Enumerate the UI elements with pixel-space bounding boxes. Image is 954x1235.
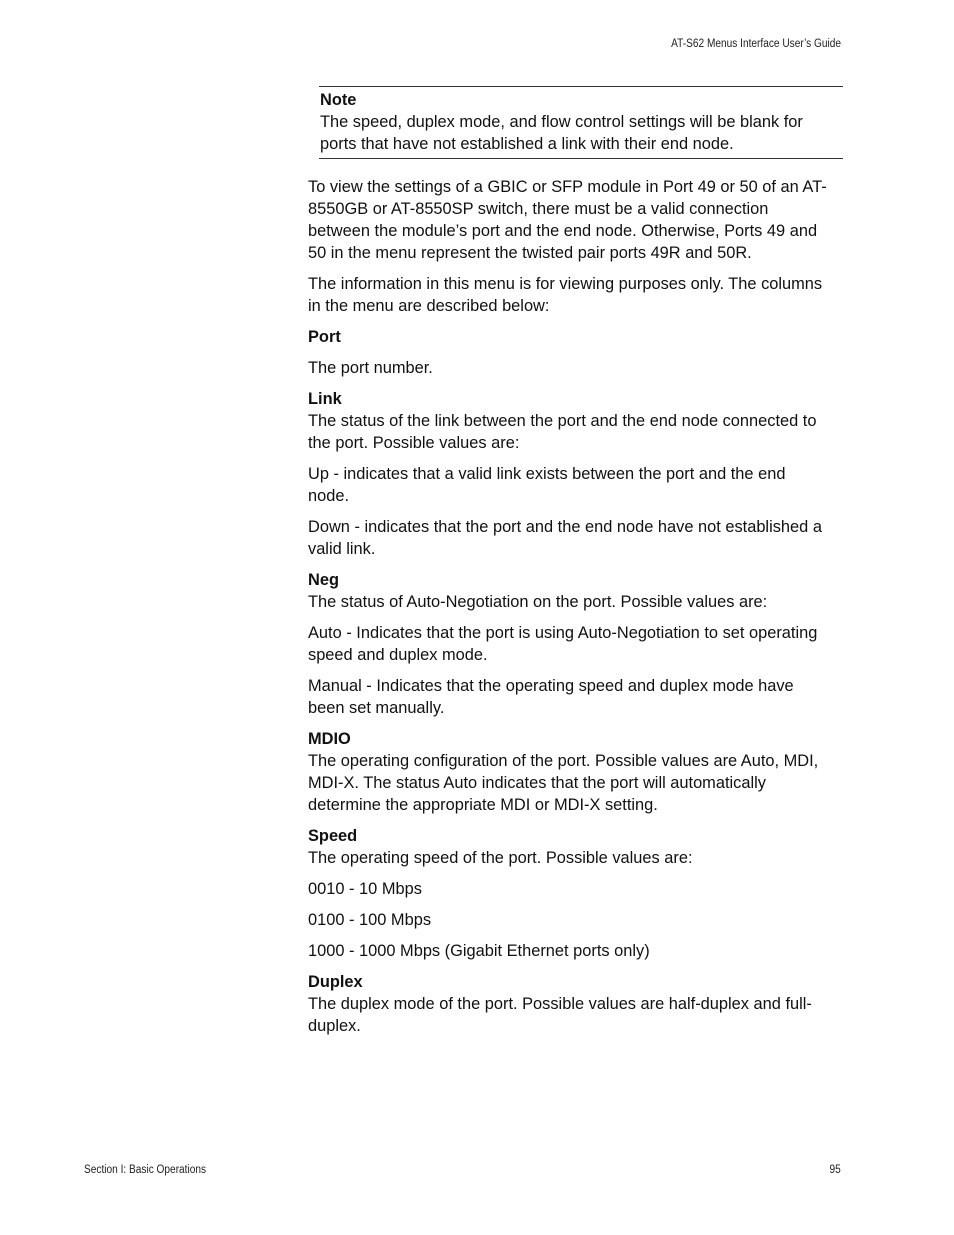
neg-value-manual: Manual - Indicates that the operating speed and duplex mode have been set manually. (308, 677, 794, 717)
speed-value-1000: 1000 - 1000 Mbps (Gigabit Ethernet ports only) (308, 942, 650, 960)
section-heading-speed: Speed (308, 827, 358, 845)
mdio-description: The operating configuration of the port. Possible values are Auto, MDI, MDI-X. The status Auto indicates that the port will automatically determine the appropriate MDI or MDI-X setting. (308, 752, 819, 814)
section-heading-port: Port (308, 328, 341, 346)
link-description: The status of the link between the port and the end node connected to the port. Possible values are: (308, 412, 817, 452)
neg-description: The status of Auto-Negotiation on the port. Possible values are: (308, 593, 768, 611)
note-title: Note (320, 91, 357, 109)
speed-value-100: 0100 - 100 Mbps (308, 911, 432, 929)
section-heading-neg: Neg (308, 571, 339, 589)
speed-value-10: 0010 - 10 Mbps (308, 880, 422, 898)
note-box (319, 86, 843, 159)
page-number: 95 (829, 1164, 841, 1176)
section-heading-duplex: Duplex (308, 973, 363, 991)
link-value-down: Down - indicates that the port and the end node have not established a valid link. (308, 518, 822, 558)
intro-paragraph: To view the settings of a GBIC or SFP module in Port 49 or 50 of an AT-8550GB or AT-8550SP switch, there must be a valid connection between the module’s port and the end node. Otherwise, Ports 49 and 50 in the menu represent the twisted pair ports 49R and 50R. (308, 178, 827, 262)
speed-description: The operating speed of the port. Possible values are: (308, 849, 693, 867)
running-header: AT-S62 Menus Interface User’s Guide (671, 38, 841, 50)
section-heading-mdio: MDIO (308, 730, 351, 748)
main-content (308, 176, 828, 1046)
section-heading-link: Link (308, 390, 342, 408)
port-description: The port number. (308, 359, 433, 377)
note-text: The speed, duplex mode, and flow control settings will be blank for ports that have not established a link with their end node. (320, 113, 803, 153)
neg-value-auto: Auto - Indicates that the port is using Auto-Negotiation to set operating speed and duplex mode. (308, 624, 818, 664)
duplex-description: The duplex mode of the port. Possible values are half-duplex and full-duplex. (308, 995, 812, 1035)
intro-paragraph: The information in this menu is for viewing purposes only. The columns in the menu are described below: (308, 275, 823, 315)
footer-section-label: Section I: Basic Operations (84, 1164, 207, 1176)
link-value-up: Up - indicates that a valid link exists between the port and the end node. (308, 465, 786, 505)
